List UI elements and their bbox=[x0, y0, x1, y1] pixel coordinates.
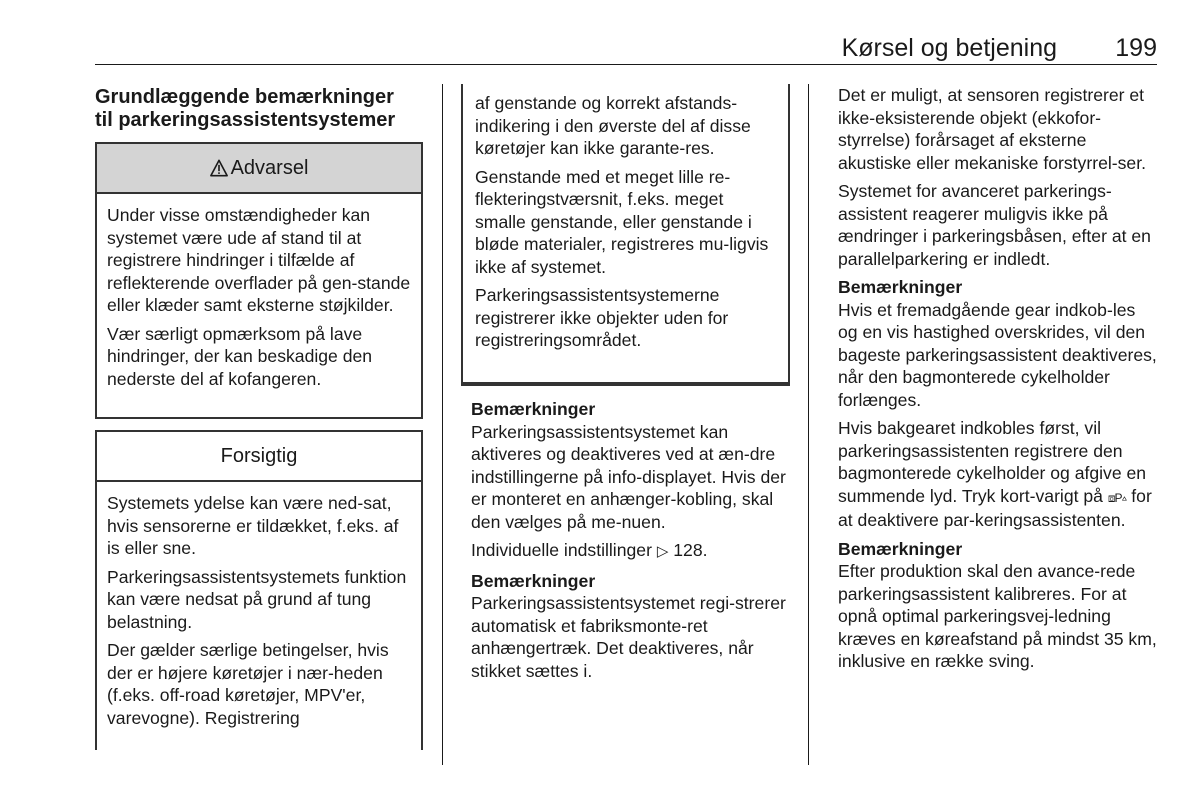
warning-triangle-icon bbox=[210, 159, 228, 177]
warning-paragraph: Under visse omstændigheder kan systemet være ude af stand til at registrere hindringer i tilfælde af reflekterende overflader på gen-stande eller klæder samt eksterne støjkilder. bbox=[107, 205, 411, 315]
body-paragraph: Systemet for avanceret parkerings-assistent reagerer muligvis ikke på ændringer i parkeringsbåsen, efter at en parallelparkering er indledt. bbox=[838, 181, 1151, 269]
header-rule bbox=[95, 64, 1157, 65]
note-text: Parkeringsassistentsystemet kan aktiveres og deaktiveres ved at æn-dre indstillingerne på info-displayet. Hvis der er monteret en anhænger-kobling, skal den vælges på me-nuen. bbox=[471, 421, 786, 532]
section-title: Grundlæggende bemærkninger til parkeringsassistentsystemer bbox=[95, 86, 396, 131]
page-number: 199 bbox=[1115, 34, 1157, 62]
parking-assist-button-icon: ⧈P▵ bbox=[1107, 490, 1127, 505]
note-heading: Bemærkninger bbox=[838, 277, 963, 297]
cross-reference-page[interactable]: 128. bbox=[673, 540, 708, 560]
caution-paragraph: Parkeringsassistentsystemets funktion kan være nedsat på grund af tung belastning. bbox=[107, 566, 407, 632]
warning-title: Advarsel bbox=[230, 156, 309, 179]
caution-box-body bbox=[97, 482, 421, 729]
body-paragraph-text: Hvis bakgearet indkobles først, vil parkeringsassistenten registrere den bagmonterede cykelholder og afgive en summende lyd. Tryk kort-varigt på bbox=[838, 418, 1147, 506]
note-block-1 bbox=[461, 398, 790, 682]
page-reference-arrow-icon[interactable]: ▷ bbox=[656, 543, 669, 560]
caution-paragraph: af genstande og korrekt afstands-indikering i den øverste del af disse køretøjer kan ikke garante-res. bbox=[475, 93, 751, 158]
warning-box-header bbox=[97, 144, 421, 194]
body-paragraph-text: for at deaktivere par-keringsassistenten. bbox=[838, 485, 1152, 530]
cross-reference-text: Individuelle indstillinger bbox=[471, 540, 652, 560]
note-text: Hvis et fremadgående gear indkob-les og en vis hastighed overskrides, vil den bageste parkeringsassistent deaktiveres, når den bagmonterede cykelholder forlænges. bbox=[838, 299, 1157, 410]
column-1 bbox=[95, 86, 423, 750]
note-text: Efter produktion skal den avance-rede parkeringsassistent kalibreres. For at opnå optimal parkeringsvej-ledning kræves en køreafstand på mindst 35 km, inklusive en række sving. bbox=[838, 561, 1157, 671]
note-heading: Bemærkninger bbox=[471, 570, 596, 591]
caution-box-bottom bbox=[461, 384, 790, 386]
warning-paragraph: Vær særligt opmærksom på lave hindringer, der kan beskadige den nederste del af kofangeren. bbox=[107, 323, 373, 389]
caution-box-header bbox=[97, 432, 421, 482]
caution-box bbox=[95, 430, 423, 750]
caution-paragraph: Systemets ydelse kan være ned-sat, hvis sensorerne er tildækket, f.eks. af is eller sne. bbox=[107, 493, 399, 558]
caution-paragraph: Parkeringsassistentsystemerne registrerer ikke objekter uden for registreringsområdet. bbox=[475, 285, 729, 350]
body-paragraph: Det er muligt, at sensoren registrerer et ikke-eksisterende objekt (ekkofor-styrrelse) forårsaget af eksterne akustiske eller mekaniske forstyrrel-ser. bbox=[838, 85, 1146, 173]
note-heading: Bemærkninger bbox=[838, 538, 963, 559]
column-3 bbox=[838, 84, 1158, 679]
caution-paragraph: Genstande med et meget lille re-flekteringstværsnit, f.eks. meget smalle genstande, eller genstande i bløde materialer, registreres mu-ligvis ikke af systemet. bbox=[475, 166, 769, 277]
caution-box-continued bbox=[461, 84, 790, 384]
warning-box-body bbox=[97, 194, 421, 390]
note-text: Parkeringsassistentsystemet regi-strerer automatisk et fabriksmonte-ret anhængertræk. Det deaktiveres, når stikket sættes i. bbox=[471, 593, 786, 681]
body-paragraph bbox=[838, 417, 1158, 532]
caution-title: Forsigtig bbox=[220, 444, 298, 467]
warning-box bbox=[95, 142, 423, 419]
caution-paragraph: Der gælder særlige betingelser, hvis der er højere køretøjer i nær-heden (f.eks. off-road køretøjer, MPV'er, varevogne). Registrering bbox=[107, 640, 389, 728]
note-heading: Bemærkninger bbox=[471, 399, 596, 419]
column-divider-left bbox=[442, 84, 443, 765]
column-divider-right bbox=[808, 84, 809, 765]
column-2 bbox=[461, 84, 790, 688]
cross-reference bbox=[471, 539, 790, 564]
running-header-title: Kørsel og betjening bbox=[841, 34, 1057, 62]
